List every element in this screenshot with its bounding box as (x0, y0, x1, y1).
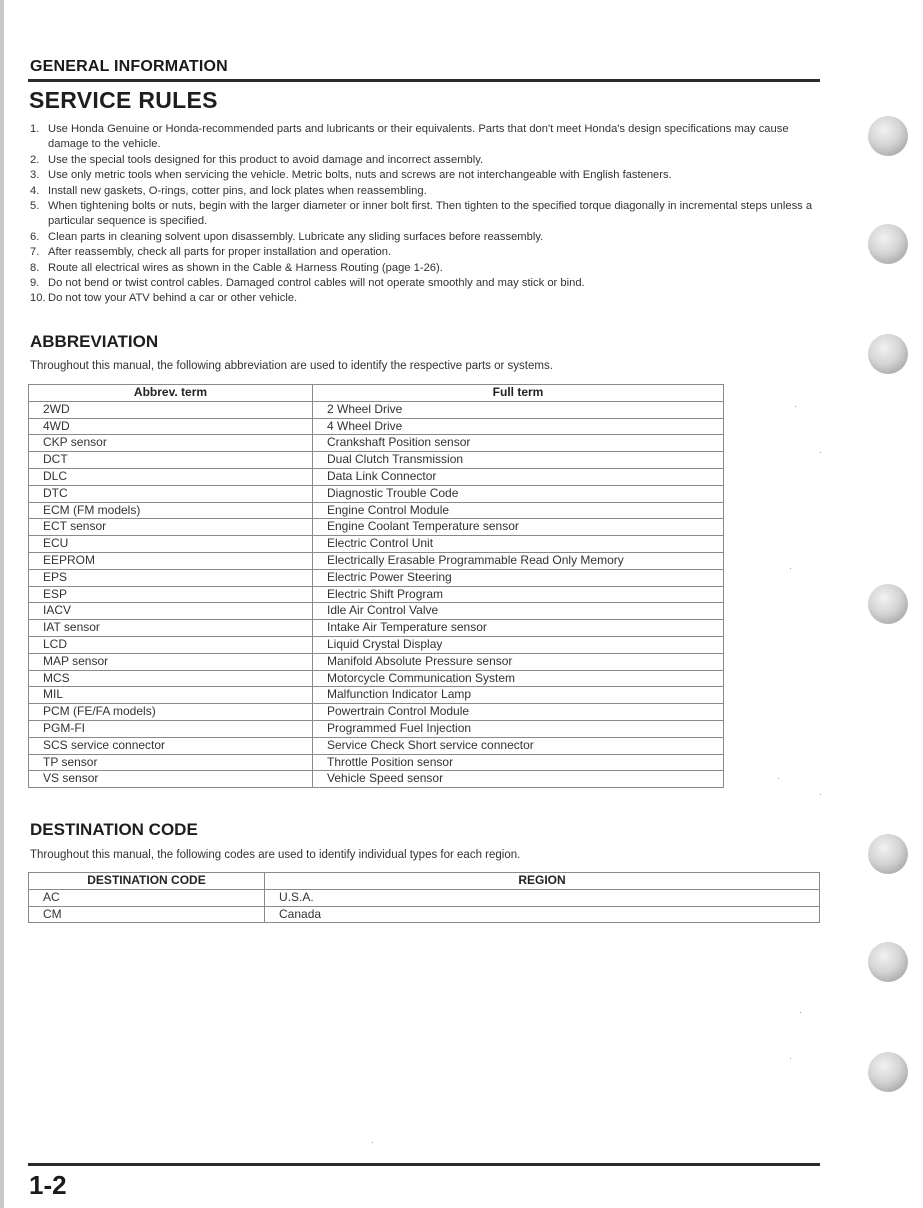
rule-number: 7. (30, 246, 40, 259)
full-term-cell: Data Link Connector (313, 468, 724, 485)
header-rule (28, 79, 820, 82)
rule-text: Do not bend or twist control cables. Damaged control cables will not operate smoothly and may stick or bind. (48, 277, 585, 290)
destination-table (28, 872, 820, 923)
service-rule-item (30, 153, 820, 168)
abbrev-term-cell: ECU (29, 536, 313, 553)
abbrev-term-cell: CKP sensor (29, 435, 313, 452)
abbrev-term-cell: ECM (FM models) (29, 502, 313, 519)
table-row (29, 653, 724, 670)
rule-number: 10. (30, 292, 46, 305)
full-term-cell: Powertrain Control Module (313, 704, 724, 721)
full-term-cell: Vehicle Speed sensor (313, 771, 724, 788)
destination-intro: Throughout this manual, the following codes are used to identify individual types for each region. (30, 849, 521, 861)
abbrev-term-cell: IAT sensor (29, 620, 313, 637)
abbrev-term-cell: PCM (FE/FA models) (29, 704, 313, 721)
abbrev-term-cell: EEPROM (29, 552, 313, 569)
table-row (29, 670, 724, 687)
rule-number: 6. (30, 230, 40, 243)
rule-text: Clean parts in cleaning solvent upon disassembly. Lubricate any sliding surfaces before reassembly. (48, 230, 544, 243)
service-rule-item (30, 245, 820, 260)
full-term-cell: Programmed Fuel Injection (313, 720, 724, 737)
service-rule-item (30, 230, 820, 245)
abbreviation-table (28, 384, 724, 788)
table-row (29, 519, 724, 536)
rule-number: 8. (30, 261, 40, 274)
scan-speck (820, 794, 821, 795)
table-row (29, 586, 724, 603)
full-term-cell: Dual Clutch Transmission (313, 452, 724, 469)
abbrev-term-cell: PGM-FI (29, 720, 313, 737)
abbrev-term-cell: 4WD (29, 418, 313, 435)
scan-speck (778, 778, 779, 779)
full-term-cell: Diagnostic Trouble Code (313, 485, 724, 502)
column-header-abbrev: Abbrev. term (29, 385, 313, 402)
rule-text: When tightening bolts or nuts, begin with the larger diameter or inner bolt first. Then tighten to the specified torque diagonally in incremental steps unless a particular sequence is specified. (48, 200, 813, 228)
service-rule-item (30, 122, 820, 153)
section-header: GENERAL INFORMATION (30, 58, 228, 75)
abbreviation-heading: ABBREVIATION (30, 332, 159, 351)
full-term-cell: Electric Power Steering (313, 569, 724, 586)
abbrev-term-cell: MIL (29, 687, 313, 704)
table-row (29, 687, 724, 704)
rule-text: Route all electrical wires as shown in the Cable & Harness Routing (page 1-26). (48, 261, 443, 274)
rule-number: 5. (30, 200, 40, 213)
abbrev-term-cell: ESP (29, 586, 313, 603)
table-row (29, 536, 724, 553)
scan-speck (800, 1012, 801, 1013)
abbrev-term-cell: DLC (29, 468, 313, 485)
full-term-cell: 2 Wheel Drive (313, 401, 724, 418)
region-cell: Canada (265, 906, 820, 923)
table-row (29, 552, 724, 569)
abbrev-term-cell: DTC (29, 485, 313, 502)
abbrev-term-cell: 2WD (29, 401, 313, 418)
table-row (29, 603, 724, 620)
column-header-destination-code: DESTINATION CODE (29, 873, 265, 890)
full-term-cell: Liquid Crystal Display (313, 636, 724, 653)
full-term-cell: Electrically Erasable Programmable Read Only Memory (313, 552, 724, 569)
table-row (29, 502, 724, 519)
abbrev-term-cell: DCT (29, 452, 313, 469)
abbrev-term-cell: ECT sensor (29, 519, 313, 536)
rule-text: Use only metric tools when servicing the vehicle. Metric bolts, nuts and screws are not interchangeable with English fasteners. (48, 169, 672, 182)
rule-number: 1. (30, 123, 40, 135)
abbrev-term-cell: TP sensor (29, 754, 313, 771)
table-row (29, 452, 724, 469)
rule-text: Install new gaskets, O-rings, cotter pins, and lock plates when reassembling. (48, 184, 427, 197)
abbreviation-intro: Throughout this manual, the following abbreviation are used to identify the respective parts or systems. (30, 360, 553, 372)
full-term-cell: Manifold Absolute Pressure sensor (313, 653, 724, 670)
table-row (29, 569, 724, 586)
table-row (29, 720, 724, 737)
service-rule-item (30, 291, 820, 306)
scan-speck (790, 568, 791, 569)
table-row (29, 636, 724, 653)
page-number: 1-2 (29, 1170, 67, 1200)
abbrev-term-cell: VS sensor (29, 771, 313, 788)
full-term-cell: Electric Control Unit (313, 536, 724, 553)
service-rule-item (30, 168, 820, 183)
full-term-cell: Motorcycle Communication System (313, 670, 724, 687)
full-term-cell: Service Check Short service connector (313, 737, 724, 754)
rule-number: 9. (30, 277, 40, 290)
full-term-cell: Engine Coolant Temperature sensor (313, 519, 724, 536)
scan-speck (795, 406, 796, 407)
abbrev-term-cell: SCS service connector (29, 737, 313, 754)
table-row (29, 485, 724, 502)
service-rule-item (30, 184, 820, 199)
scan-speck (820, 452, 821, 453)
binder-hole (868, 116, 908, 156)
rule-number: 3. (30, 169, 40, 182)
binder-hole (868, 584, 908, 624)
destination-heading: DESTINATION CODE (30, 820, 198, 839)
abbrev-term-cell: IACV (29, 603, 313, 620)
table-row (29, 737, 724, 754)
rule-number: 2. (30, 153, 40, 166)
rule-text: Use the special tools designed for this product to avoid damage and incorrect assembly. (48, 153, 484, 166)
footer-rule (28, 1163, 820, 1166)
rule-number: 4. (30, 184, 40, 197)
rule-text: Use Honda Genuine or Honda-recommended parts and lubricants or their equivalents. Parts that don't meet Honda's design specifications may cause damage to the vehicle. (48, 123, 789, 151)
table-row (29, 771, 724, 788)
table-row (29, 401, 724, 418)
full-term-cell: Crankshaft Position sensor (313, 435, 724, 452)
service-rules-list (30, 122, 820, 307)
binder-hole (868, 224, 908, 264)
service-rule-item (30, 261, 820, 276)
table-row (29, 889, 820, 906)
page-binding-edge (0, 0, 4, 1208)
abbrev-term-cell: MCS (29, 670, 313, 687)
full-term-cell: Engine Control Module (313, 502, 724, 519)
region-cell: U.S.A. (265, 889, 820, 906)
page-title: SERVICE RULES (29, 87, 218, 113)
service-rule-item (30, 199, 820, 230)
table-row (29, 435, 724, 452)
full-term-cell: Throttle Position sensor (313, 754, 724, 771)
destination-code-cell: AC (29, 889, 265, 906)
table-row (29, 418, 724, 435)
table-row (29, 754, 724, 771)
binder-hole (868, 334, 908, 374)
full-term-cell: Malfunction Indicator Lamp (313, 687, 724, 704)
destination-code-cell: CM (29, 906, 265, 923)
full-term-cell: Idle Air Control Valve (313, 603, 724, 620)
column-header-full-term: Full term (313, 385, 724, 402)
table-row (29, 620, 724, 637)
rule-text: After reassembly, check all parts for proper installation and operation. (48, 246, 392, 259)
full-term-cell: Intake Air Temperature sensor (313, 620, 724, 637)
full-term-cell: 4 Wheel Drive (313, 418, 724, 435)
scan-speck (790, 1058, 791, 1059)
table-row (29, 704, 724, 721)
full-term-cell: Electric Shift Program (313, 586, 724, 603)
column-header-region: REGION (265, 873, 820, 890)
binder-hole (868, 1052, 908, 1092)
binder-hole (868, 942, 908, 982)
service-rule-item (30, 276, 820, 291)
abbrev-term-cell: EPS (29, 569, 313, 586)
table-row (29, 468, 724, 485)
scan-speck (372, 1142, 373, 1143)
abbrev-term-cell: LCD (29, 636, 313, 653)
abbrev-term-cell: MAP sensor (29, 653, 313, 670)
rule-text: Do not tow your ATV behind a car or other vehicle. (48, 292, 298, 305)
table-row (29, 906, 820, 923)
binder-hole (868, 834, 908, 874)
